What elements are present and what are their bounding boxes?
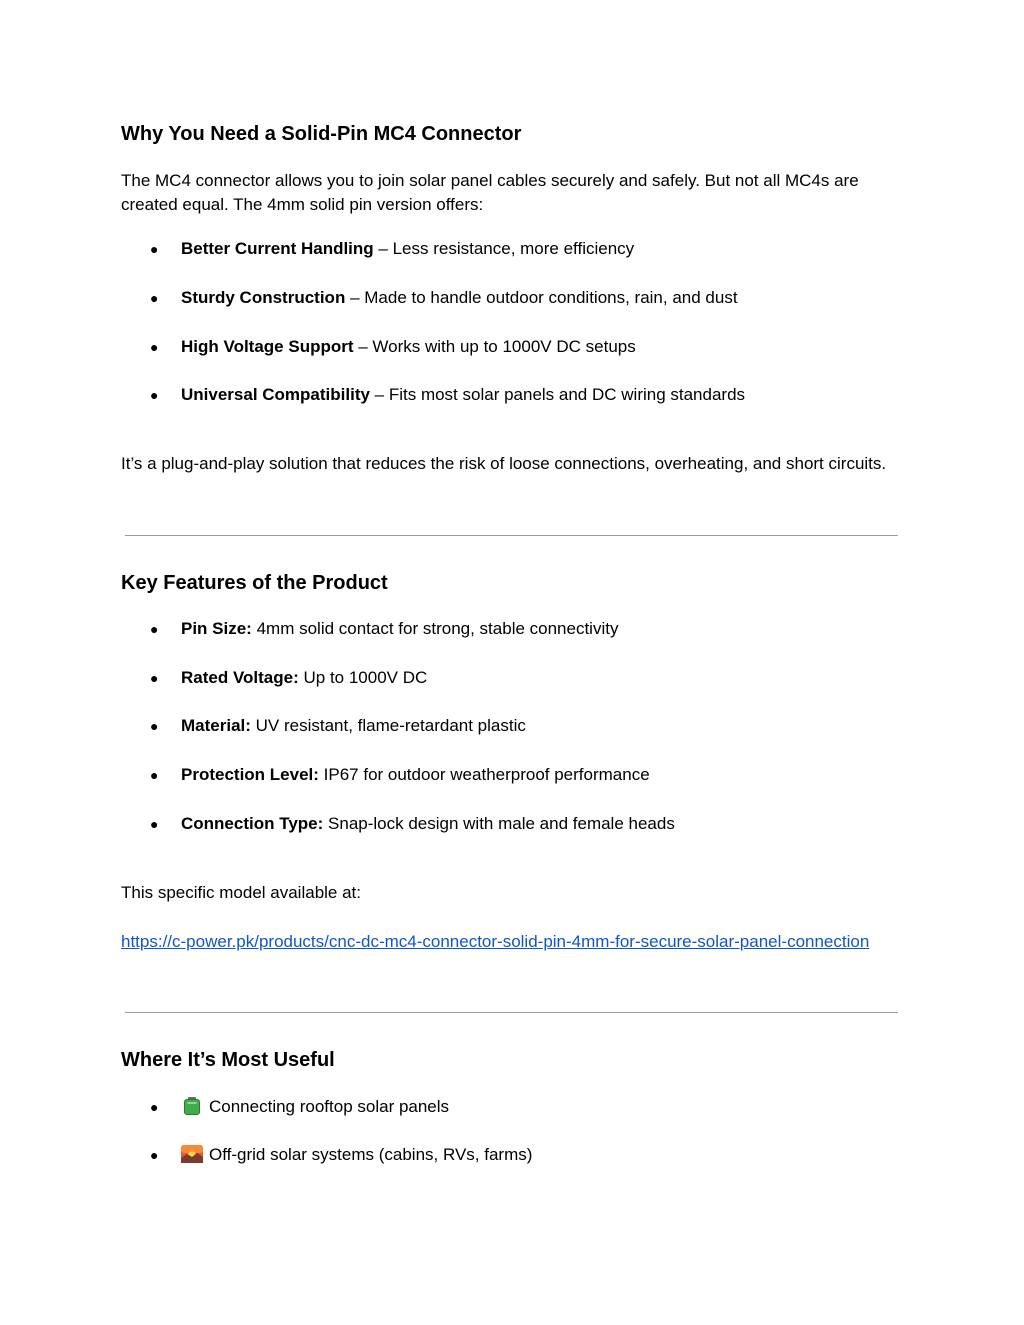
list-item [150,286,910,310]
list-item-text: Snap-lock design with male and female heads [323,814,675,833]
list-item-label: Sturdy Construction [181,288,346,307]
bullet-icon: ● [150,387,159,403]
list-item-text: – Less resistance, more efficiency [373,239,635,258]
list-item [150,1095,910,1119]
list-item-text: Up to 1000V DC [298,668,428,687]
list-item [150,1143,910,1167]
list-item [150,237,910,261]
list-item [150,335,910,359]
list-item [150,383,910,407]
bullet-icon: ● [150,767,159,783]
product-link[interactable]: https://c-power.pk/products/cnc-dc-mc4-connector-solid-pin-4mm-for-secure-solar-panel-connection [121,932,870,951]
list-item [150,617,910,641]
intro-paragraph: The MC4 connector allows you to join solar panel cables securely and safely. But not all MC4s are created equal. The 4mm solid pin version offers: [121,171,859,214]
list-item-text: IP67 for outdoor weatherproof performance [318,765,650,784]
list-item-label: Connection Type: [181,814,324,833]
horizontal-divider [125,1012,898,1013]
outro-paragraph: It’s a plug-and-play solution that reduces the risk of loose connections, overheating, and short circuits. [121,454,887,473]
list-item-label: Universal Compatibility [181,385,370,404]
bullet-icon: ● [150,718,159,734]
bullet-icon: ● [150,339,159,355]
bullet-icon: ● [150,621,159,637]
list-item-label: Pin Size: [181,619,252,638]
list-item-text: – Fits most solar panels and DC wiring standards [369,385,746,404]
sunrise-icon [181,1145,203,1163]
bullet-icon: ● [150,290,159,306]
list-item-label: Material: [181,716,251,735]
section-heading-useful: Where It’s Most Useful [121,1049,335,1071]
horizontal-divider [125,535,898,536]
list-item-label: Rated Voltage: [181,668,299,687]
availability-text: This specific model available at: [121,883,362,902]
list-item [150,714,910,738]
list-item-text: Off-grid solar systems (cabins, RVs, farms) [209,1145,533,1164]
list-item-text: – Made to handle outdoor conditions, rain, and dust [345,288,738,307]
bullet-icon: ● [150,1099,159,1115]
bullet-icon: ● [150,816,159,832]
list-item-label: Better Current Handling [181,239,374,258]
list-item-text: 4mm solid contact for strong, stable connectivity [251,619,619,638]
list-item [150,763,910,787]
list-item-text: UV resistant, flame-retardant plastic [250,716,526,735]
list-item-text: Connecting rooftop solar panels [209,1097,450,1116]
list-item [150,812,910,836]
bullet-icon: ● [150,1147,159,1163]
list-item [150,666,910,690]
section-heading-features: Key Features of the Product [121,572,388,594]
list-item-label: Protection Level: [181,765,319,784]
list-item-text: – Works with up to 1000V DC setups [353,337,636,356]
bullet-icon: ● [150,241,159,257]
section-heading-why: Why You Need a Solid-Pin MC4 Connector [121,123,522,145]
list-item-label: High Voltage Support [181,337,354,356]
battery-icon [181,1097,203,1115]
bullet-icon: ● [150,670,159,686]
